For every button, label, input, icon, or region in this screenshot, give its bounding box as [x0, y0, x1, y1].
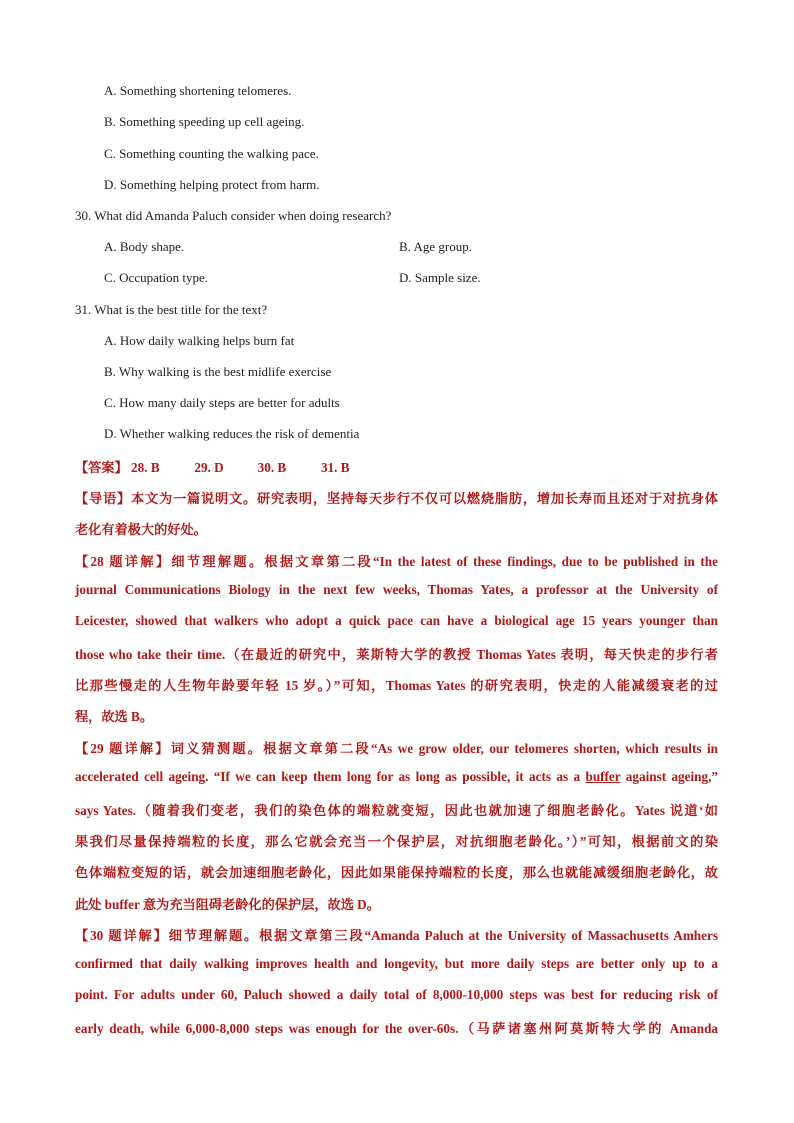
buffer-underlined-word: buffer — [585, 769, 621, 784]
explanation-29-line: 此处 buffer 意为充当阻碍老龄化的保护层，故选 D。 — [75, 897, 380, 912]
explanation-29-line: says Yates.（随着我们变老，我们的染色体的端粒就变短，因此也就加速了细胞老龄化。Yates 说道‘如 — [75, 803, 718, 818]
q29-option-a: A. Something shortening telomeres. — [104, 83, 292, 98]
answer-30: 30. B — [257, 460, 287, 475]
explanation-28-line: journal Communications Biology in the next few weeks, Thomas Yates, a professor at the University of — [75, 582, 718, 597]
explanation-30-line: confirmed that daily walking improves health and longevity, but more daily steps are better only up to a — [75, 956, 718, 971]
q31-question: 31. What is the best title for the text? — [75, 302, 268, 317]
q29-option-b: B. Something speeding up cell ageing. — [104, 114, 305, 129]
q29-option-c: C. Something counting the walking pace. — [104, 146, 319, 161]
guide-line: 老化有着极大的好处。 — [75, 522, 207, 537]
q31-option-c: C. How many daily steps are better for adults — [104, 395, 340, 410]
answer-29: 29. D — [194, 460, 224, 475]
explanation-28-line: those who take their time.（在最近的研究中，莱斯特大学的教授 Thomas Yates 表明，每天快走的步行者 — [75, 647, 718, 662]
explanation-29-line: 【29 题详解】词义猜测题。根据文章第二段“As we grow older, our telomeres shorten, which results in — [75, 741, 718, 756]
explanation-30-line: 【30 题详解】细节理解题。根据文章第三段“Amanda Paluch at the University of Massachusetts Amhers — [75, 928, 718, 943]
explanation-29-line — [75, 769, 718, 785]
explanation-29-text: accelerated cell ageing. “If we can keep them long for as long as possible, it acts as a — [75, 769, 586, 784]
explanation-28-line: Leicester, showed that walkers who adopt a quick pace can have a biological age 15 years younger than — [75, 613, 718, 628]
answer-31: 31. B — [320, 460, 350, 475]
explanation-28-line: 【28 题详解】细节理解题。根据文章第二段“In the latest of these findings, due to be published in the — [75, 554, 718, 569]
q30-option-c: C. Occupation type. — [104, 270, 208, 285]
q29-option-d: D. Something helping protect from harm. — [104, 177, 320, 192]
explanation-30-line: early death, while 6,000-8,000 steps was enough for the over-60s.（马萨诸塞州阿莫斯特大学的 Amanda — [75, 1021, 718, 1036]
q30-option-d: D. Sample size. — [399, 270, 481, 285]
q31-option-a: A. How daily walking helps burn fat — [104, 333, 295, 348]
explanation-29-line: 色体端粒变短的话，就会加速细胞老龄化，因此如果能保持端粒的长度，那么也就能减缓细胞老龄化，故 — [75, 865, 718, 880]
explanation-29-line: 果我们尽量保持端粒的长度，那么它就会充当一个保护层，对抗细胞老龄化。’）”可知，根据前文的染 — [75, 834, 718, 849]
explanation-28-line: 程，故选 B。 — [75, 709, 154, 724]
guide-line: 【导语】本文为一篇说明文。研究表明，坚持每天步行不仅可以燃烧脂肪，增加长寿而且还对于对抗身体 — [75, 491, 718, 506]
q30-option-b: B. Age group. — [399, 239, 472, 254]
explanation-30-line: point. For adults under 60, Paluch showed a daily total of 8,000-10,000 steps was best for reducing risk of — [75, 987, 718, 1002]
q31-option-b: B. Why walking is the best midlife exercise — [104, 364, 332, 379]
explanation-28-line: 比那些慢走的人生物年龄要年轻 15 岁。）”可知，Thomas Yates 的研究表明，快走的人能减缓衰老的过 — [75, 678, 718, 693]
answer-28: 28. B — [131, 460, 160, 475]
answer-label: 【答案】 — [75, 460, 128, 475]
q30-option-a: A. Body shape. — [104, 239, 185, 254]
explanation-29-text: against ageing,” — [620, 769, 718, 784]
q31-option-d: D. Whether walking reduces the risk of dementia — [104, 426, 360, 441]
answer-line — [75, 457, 350, 476]
q30-question: 30. What did Amanda Paluch consider when doing research? — [75, 208, 392, 223]
